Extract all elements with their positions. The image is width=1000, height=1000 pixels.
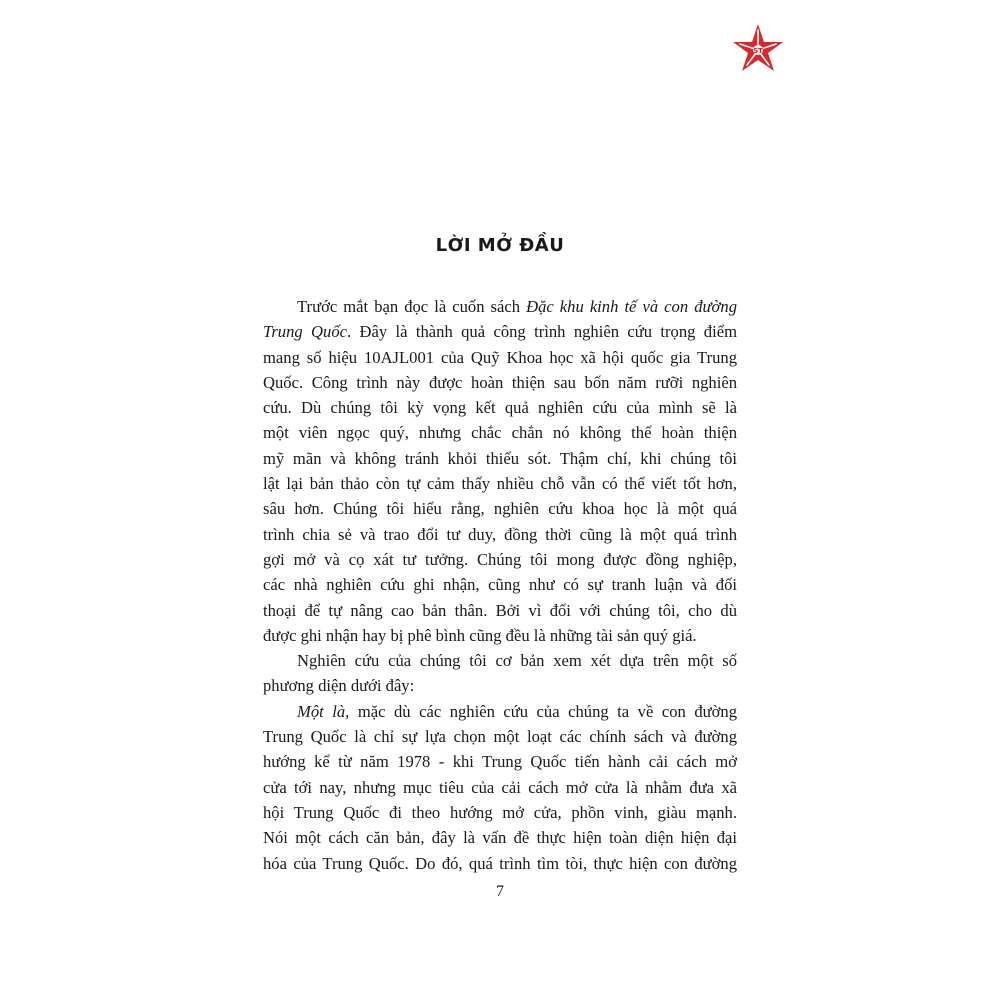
- text-line: Trước mắt bạn đọc là cuốn sách Đặc khu kinh tế và con đường: [297, 297, 737, 316]
- text-line: cứu. Dù chúng tôi kỳ vọng kết quả nghiên cứu của mình sẽ là: [263, 398, 737, 418]
- text-line: Trung Quốc. Đây là thành quả công trình nghiên cứu trọng điểm: [263, 322, 737, 342]
- text-line: hội Trung Quốc đi theo hướng mở cửa, phồn vinh, giàu mạnh.: [263, 802, 737, 822]
- text-line: một viên ngọc quý, nhưng chắc chắn nó không thể hoàn thiện: [263, 423, 737, 443]
- text-line: hướng kể từ năm 1978 - khi Trung Quốc tiến hành cải cách mở: [263, 752, 737, 772]
- svg-text:ST: ST: [753, 47, 763, 55]
- text-line: gợi mở và cọ xát tư tưởng. Chúng tôi mong được đồng nghiệp,: [263, 549, 737, 569]
- text-line: hóa của Trung Quốc. Do đó, quá trình tìm tòi, thực hiện con đường: [263, 853, 737, 873]
- text-line: Một là, mặc dù các nghiên cứu của chúng ta về con đường: [297, 701, 737, 721]
- body-text: [263, 294, 737, 876]
- text-line: lật lại bản thảo còn tự cảm thấy nhiều chỗ vẫn có thể viết tốt hơn,: [263, 474, 737, 494]
- text-line: phương diện dưới đây:: [263, 676, 415, 696]
- page-title: LỜI MỞ ĐẦU: [435, 235, 565, 256]
- text-line: mỹ mãn và không tránh khỏi thiếu sót. Thậm chí, khi chúng tôi: [263, 448, 737, 468]
- text-line: được ghi nhận hay bị phê bình cũng đều là những tài sản quý giá.: [263, 625, 697, 645]
- red-star-emblem-icon: [728, 20, 788, 80]
- text-line: Quốc. Công trình này được hoàn thiện sau bốn năm rưỡi nghiên: [263, 372, 737, 392]
- text-line: cửa tới nay, nhưng mục tiêu của cải cách mở cửa là nhằm đưa xã: [263, 777, 737, 797]
- text-line: Trung Quốc là chỉ sự lựa chọn một loạt các chính sách và đường: [263, 727, 737, 747]
- text-line: các nhà nghiên cứu ghi nhận, cũng như có sự tranh luận và đối: [263, 575, 737, 595]
- text-line: Nghiên cứu của chúng tôi cơ bản xem xét dựa trên một số: [297, 651, 737, 671]
- text-line: sâu hơn. Chúng tôi hiểu rằng, nghiên cứu khoa học là một quá: [263, 499, 737, 519]
- text-line: mang số hiệu 10AJL001 của Quỹ Khoa học xã hội quốc gia Trung: [263, 347, 737, 367]
- text-line: trình chia sẻ và trao đổi tư duy, đồng thời cũng là một quá trình: [263, 524, 737, 544]
- text-line: thoại để tự nâng cao bản thân. Bởi vì đối với chúng tôi, cho dù: [263, 600, 737, 620]
- text-line: Nói một cách căn bản, đây là vấn đề thực hiện toàn diện hiện đại: [263, 828, 737, 848]
- page-number: 7: [496, 883, 504, 900]
